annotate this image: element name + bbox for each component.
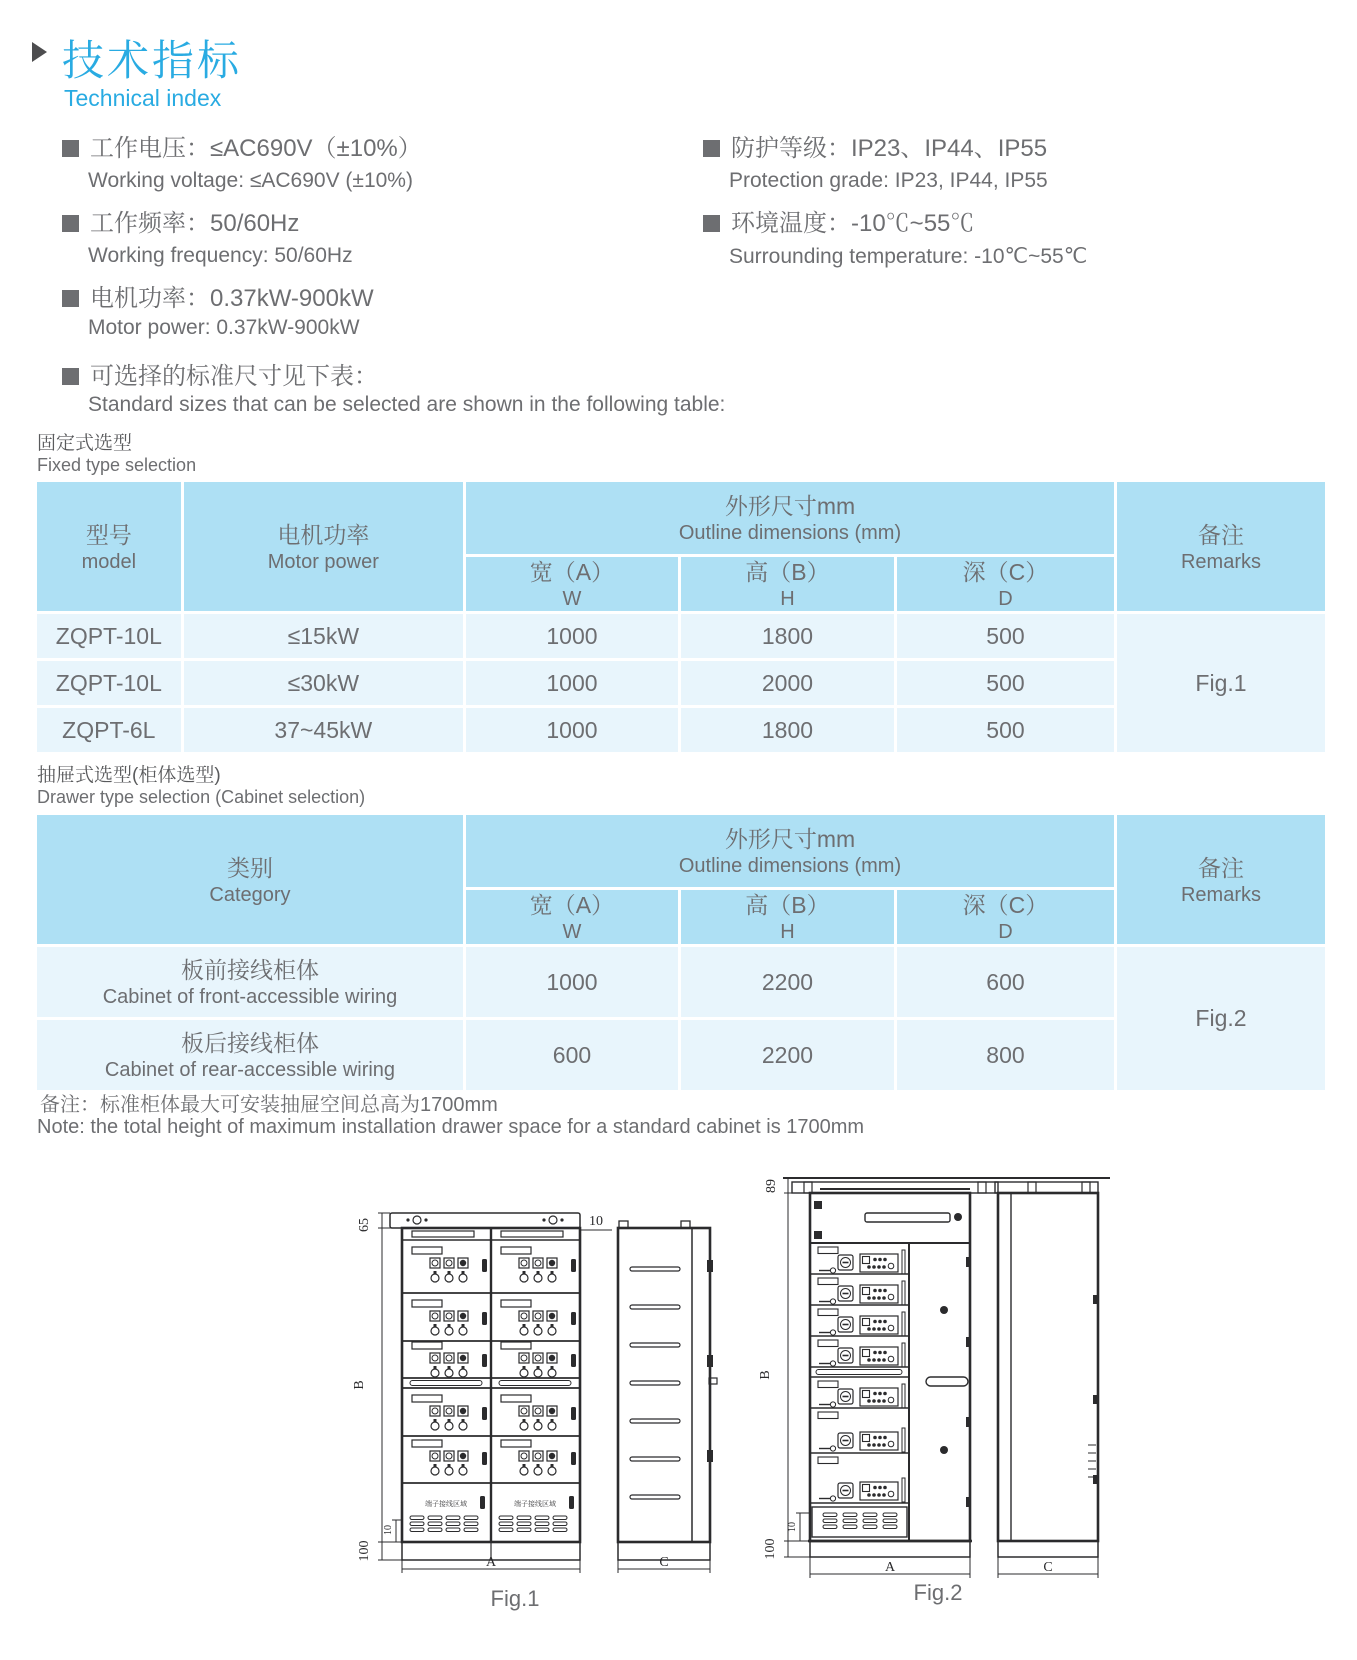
fig1-cabinet-drawing xyxy=(330,1140,725,1630)
table2-label-en: Drawer type selection (Cabinet selection) xyxy=(37,787,366,807)
col-header-depth: 深（C） D xyxy=(897,890,1114,944)
fig2-dim-B: B xyxy=(758,1370,773,1380)
spec-protection-grade: 防护等级：IP23、IP44、IP55 xyxy=(703,128,1047,163)
spec-surrounding-temperature-en: Surrounding temperature: -10℃~55℃ xyxy=(729,245,1088,268)
col-header-model: 型号 model xyxy=(37,482,181,611)
cell-width: 600 xyxy=(466,1020,678,1090)
spec-surrounding-temperature: 环境温度：-10℃~55℃ xyxy=(703,203,974,238)
cell-height: 2000 xyxy=(681,661,894,705)
cell-depth: 500 xyxy=(897,661,1114,705)
page-subtitle: Technical index xyxy=(64,85,222,111)
fig1-caption: Fig.1 xyxy=(490,1586,540,1611)
col-header-height: 高（B） H xyxy=(681,890,894,944)
drawer-type-table xyxy=(34,812,1328,1093)
cell-depth: 500 xyxy=(897,708,1114,752)
fig1-dim-10-offset: 10 xyxy=(589,1214,603,1229)
col-header-width: 宽（A） W xyxy=(466,557,678,611)
cell-power: 37~45kW xyxy=(184,708,463,752)
fig1-front-view xyxy=(390,1213,580,1560)
col-header-height: 高（B） H xyxy=(681,557,894,611)
fig2-dim-A: A xyxy=(884,1560,896,1575)
fig2-dim-100: 100 xyxy=(763,1538,778,1560)
terminal-area-label: 端子接线区域 xyxy=(514,1501,556,1508)
cell-height: 2200 xyxy=(681,947,894,1017)
col-header-motor-power: 电机功率 Motor power xyxy=(184,482,463,611)
fig2-caption: Fig.2 xyxy=(913,1580,963,1605)
cell-height: 2200 xyxy=(681,1020,894,1090)
spec-motor-power-en: Motor power: 0.37kW-900kW xyxy=(88,316,360,339)
spec-standard-sizes: 可选择的标准尺寸见下表： xyxy=(62,356,378,391)
fig1-dim-10-small: 10 xyxy=(383,1525,394,1535)
table-row xyxy=(37,614,1325,658)
fig1-dim-A: A xyxy=(485,1555,497,1570)
table2-label-cn: 抽屉式选型(柜体选型) xyxy=(37,765,221,786)
fig2-front-view xyxy=(783,1178,1015,1557)
col-header-remarks: 备注 Remarks xyxy=(1117,815,1325,944)
cell-remark: Fig.1 xyxy=(1117,614,1325,752)
cell-depth: 600 xyxy=(897,947,1114,1017)
cell-category: 板前接线柜体 Cabinet of front-accessible wiring xyxy=(37,947,463,1017)
cell-width: 1000 xyxy=(466,614,678,658)
cell-category: 板后接线柜体 Cabinet of rear-accessible wiring xyxy=(37,1020,463,1090)
square-bullet-icon xyxy=(703,140,720,157)
col-header-outline-dimensions: 外形尺寸mm Outline dimensions (mm) xyxy=(466,815,1114,887)
col-header-width: 宽（A） W xyxy=(466,890,678,944)
table1-label-cn: 固定式选型 xyxy=(37,433,133,454)
page-title: 技术指标 xyxy=(62,37,243,84)
terminal-area-label: 端子接线区域 xyxy=(425,1501,467,1508)
square-bullet-icon xyxy=(62,140,79,157)
fig2-dim-89: 89 xyxy=(764,1179,779,1193)
cell-width: 1000 xyxy=(466,708,678,752)
cell-remark: Fig.2 xyxy=(1117,947,1325,1090)
table-row xyxy=(37,947,1325,1017)
fig2-cabinet-drawing xyxy=(730,1145,1115,1625)
fixed-type-table xyxy=(34,479,1328,755)
square-bullet-icon xyxy=(62,290,79,307)
cell-model: ZQPT-10L xyxy=(37,661,181,705)
cell-model: ZQPT-6L xyxy=(37,708,181,752)
square-bullet-icon xyxy=(62,215,79,232)
col-header-outline-dimensions: 外形尺寸mm Outline dimensions (mm) xyxy=(466,482,1114,554)
table1-label-en: Fixed type selection xyxy=(37,455,197,475)
cell-power: ≤15kW xyxy=(184,614,463,658)
fig1-dim-65: 65 xyxy=(357,1218,372,1232)
square-bullet-icon xyxy=(703,215,720,232)
note-cn: 备注：标准柜体最大可安装抽屉空间总高为1700mm xyxy=(40,1094,498,1116)
section-arrow-icon xyxy=(32,42,47,62)
cell-width: 1000 xyxy=(466,947,678,1017)
note-en: Note: the total height of maximum installation drawer space for a standard cabinet is 1700mm xyxy=(37,1116,865,1138)
cell-model: ZQPT-10L xyxy=(37,614,181,658)
col-header-category: 类别 Category xyxy=(37,815,463,944)
cell-power: ≤30kW xyxy=(184,661,463,705)
spec-working-frequency: 工作频率：50/60Hz xyxy=(62,203,299,238)
fig1-dim-100: 100 xyxy=(357,1540,372,1562)
fig2-dim-C: C xyxy=(1043,1560,1053,1575)
cell-height: 1800 xyxy=(681,614,894,658)
fig1-dim-B: B xyxy=(352,1380,367,1390)
col-header-remarks: 备注 Remarks xyxy=(1117,482,1325,611)
spec-working-frequency-en: Working frequency: 50/60Hz xyxy=(88,244,353,267)
spec-working-voltage: 工作电压：≤AC690V（±10%） xyxy=(62,128,422,163)
spec-protection-grade-en: Protection grade: IP23, IP44, IP55 xyxy=(729,169,1048,192)
spec-working-voltage-en: Working voltage: ≤AC690V (±10%) xyxy=(88,169,413,192)
col-header-depth: 深（C） D xyxy=(897,557,1114,611)
fig1-side-view xyxy=(618,1221,717,1560)
cell-depth: 800 xyxy=(897,1020,1114,1090)
cell-depth: 500 xyxy=(897,614,1114,658)
fig1-dim-C: C xyxy=(659,1555,669,1570)
square-bullet-icon xyxy=(62,368,79,385)
cell-height: 1800 xyxy=(681,708,894,752)
fig2-side-view xyxy=(988,1178,1110,1557)
cell-width: 1000 xyxy=(466,661,678,705)
spec-motor-power: 电机功率：0.37kW-900kW xyxy=(62,278,374,313)
spec-standard-sizes-en: Standard sizes that can be selected are shown in the following table: xyxy=(88,393,726,416)
fig2-dim-10-small: 10 xyxy=(787,1522,798,1532)
